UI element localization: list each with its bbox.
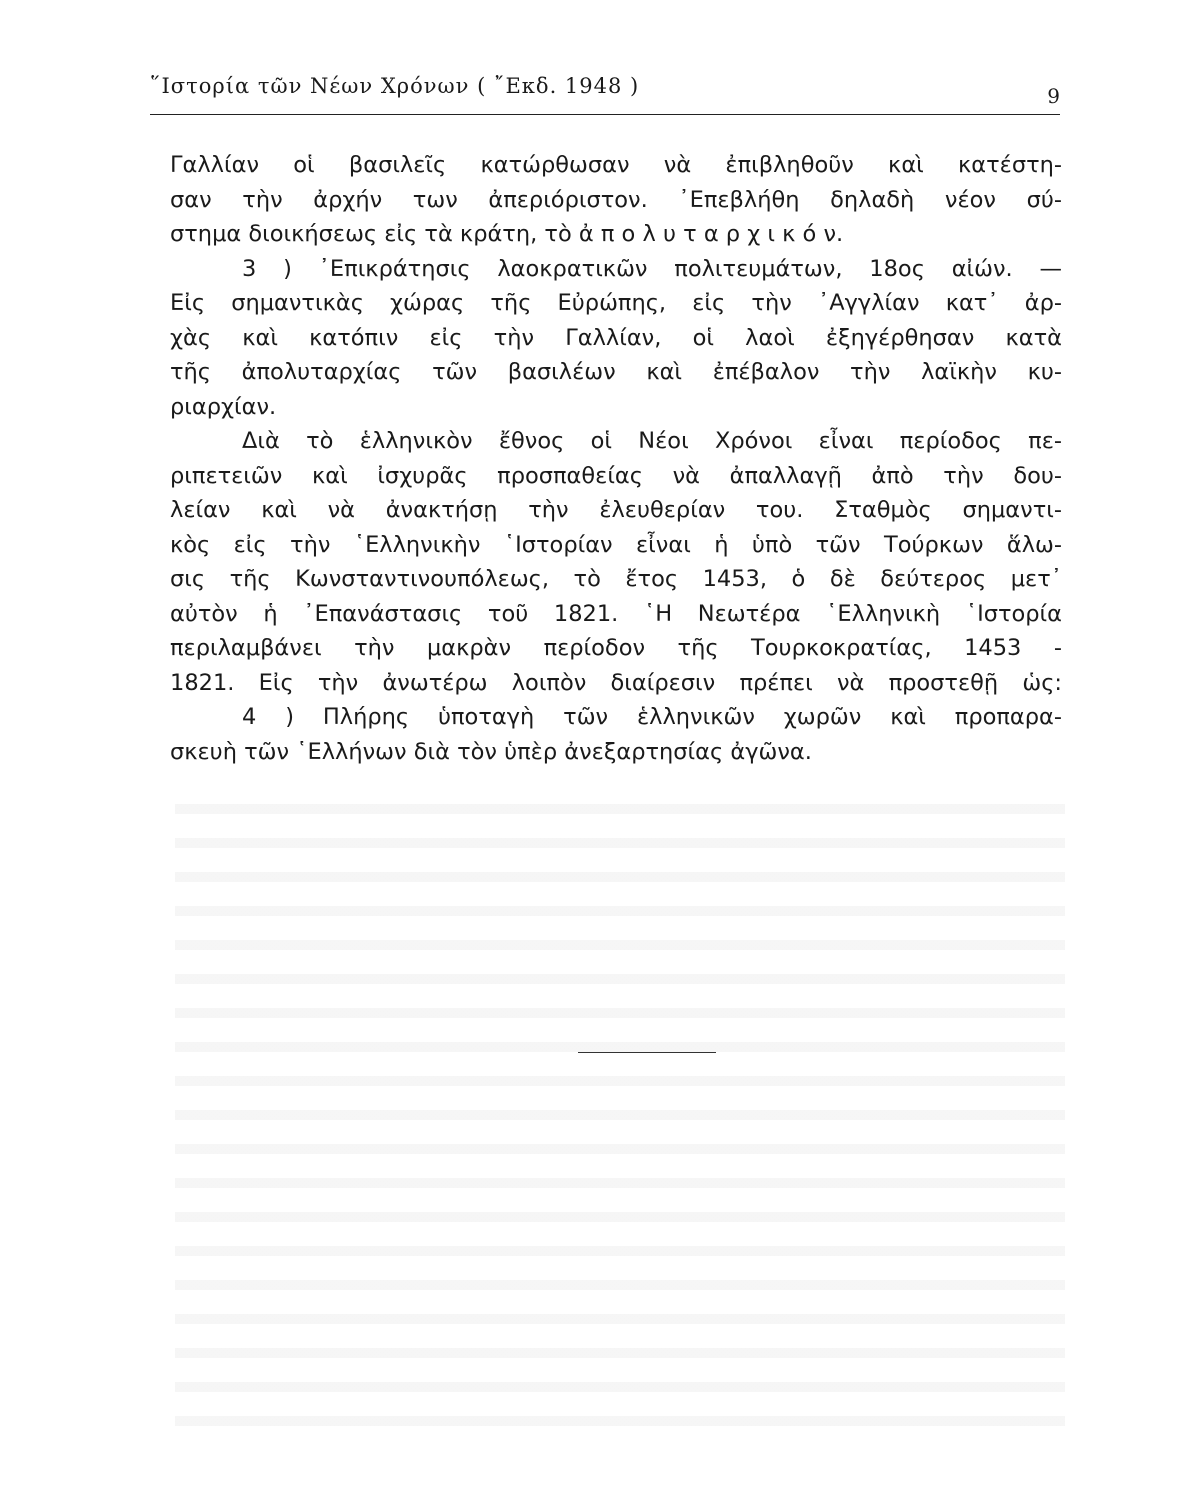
reverse-side-bleed-through — [175, 790, 1065, 1450]
running-header — [150, 74, 1060, 114]
text-line: λείαν καὶ νὰ ἀνακτήσῃ τὴν ἐλευθερίαν του. Σταθμὸς σημαντι- — [170, 497, 1062, 523]
page-number: 9 — [1047, 84, 1060, 108]
text-line: χὰς καὶ κατόπιν εἰς τὴν Γαλλίαν, οἱ λαοὶ ἐξηγέρθησαν κατὰ — [170, 324, 1062, 351]
header-rule — [150, 114, 1060, 115]
text-line: κὸς εἰς τὴν ῾Ελληνικὴν ῾Ιστορίαν εἶναι ἡ ὑπὸ τῶν Τούρκων ἅλω- — [170, 531, 1062, 558]
text-line: αὐτὸν ἡ ᾿Επανάστασις τοῦ 1821. ῾Η Νεωτέρα ῾Ελληνικὴ ῾Ιστορία — [170, 600, 1062, 627]
text-line: Γαλλίαν οἱ βασιλεῖς κατώρθωσαν νὰ ἐπιβληθοῦν καὶ κατέστη- — [170, 152, 1062, 178]
text-line: περιλαμβάνει τὴν μακρὰν περίοδον τῆς Τουρκοκρατίας, 1453 - — [170, 635, 1062, 661]
text-line: σις τῆς Κωνσταντινουπόλεως, τὸ ἔτος 1453, ὁ δὲ δεύτερος μετ᾿ — [170, 566, 1062, 592]
section-end-rule — [578, 1052, 716, 1053]
running-header-title: ῞Ιστορία τῶν Νέων Χρόνων ( ῎Εκδ. 1948 ) — [150, 74, 640, 98]
section-heading-line: 3 ) ᾿Επικράτησις λαοκρατικῶν πολιτευμάτων, 18ος αἰών. — — [242, 255, 1062, 282]
section-heading-line: 4 ) Πλήρης ὑποταγὴ τῶν ἑλληνικῶν χωρῶν καὶ προπαρα- — [242, 704, 1062, 730]
text-line: στημα διοικήσεως εἰς τὰ κράτη, τὸ ἀ π ο λ υ τ α ρ χ ι κ ό ν. — [170, 221, 844, 247]
text-line: σαν τὴν ἀρχήν των ἀπεριόριστον. ᾿Επεβλήθη δηλαδὴ νέον σύ- — [170, 186, 1062, 213]
text-line: τῆς ἀπολυταρχίας τῶν βασιλέων καὶ ἐπέβαλον τὴν λαϊκὴν κυ- — [170, 359, 1062, 385]
body-text — [170, 148, 1062, 769]
text-line: σκευὴ τῶν ῾Ελλήνων διὰ τὸν ὑπὲρ ἀνεξαρτησίας ἀγῶνα. — [170, 738, 812, 765]
paragraph-first-line: Διὰ τὸ ἑλληνικὸν ἔθνος οἱ Νέοι Χρόνοι εἶναι περίοδος πε- — [242, 428, 1062, 454]
text-line: 1821. Εἰς τὴν ἀνωτέρω λοιπὸν διαίρεσιν πρέπει νὰ προστεθῇ ὡς: — [170, 669, 1062, 696]
text-line: Εἰς σημαντικὰς χώρας τῆς Εὐρώπης, εἰς τὴν ᾿Αγγλίαν κατ᾿ ἀρ- — [170, 290, 1062, 316]
text-line: ριπετειῶν καὶ ἰσχυρᾶς προσπαθείας νὰ ἀπαλλαγῇ ἀπὸ τὴν δου- — [170, 462, 1062, 489]
text-line: ριαρχίαν. — [170, 393, 277, 420]
